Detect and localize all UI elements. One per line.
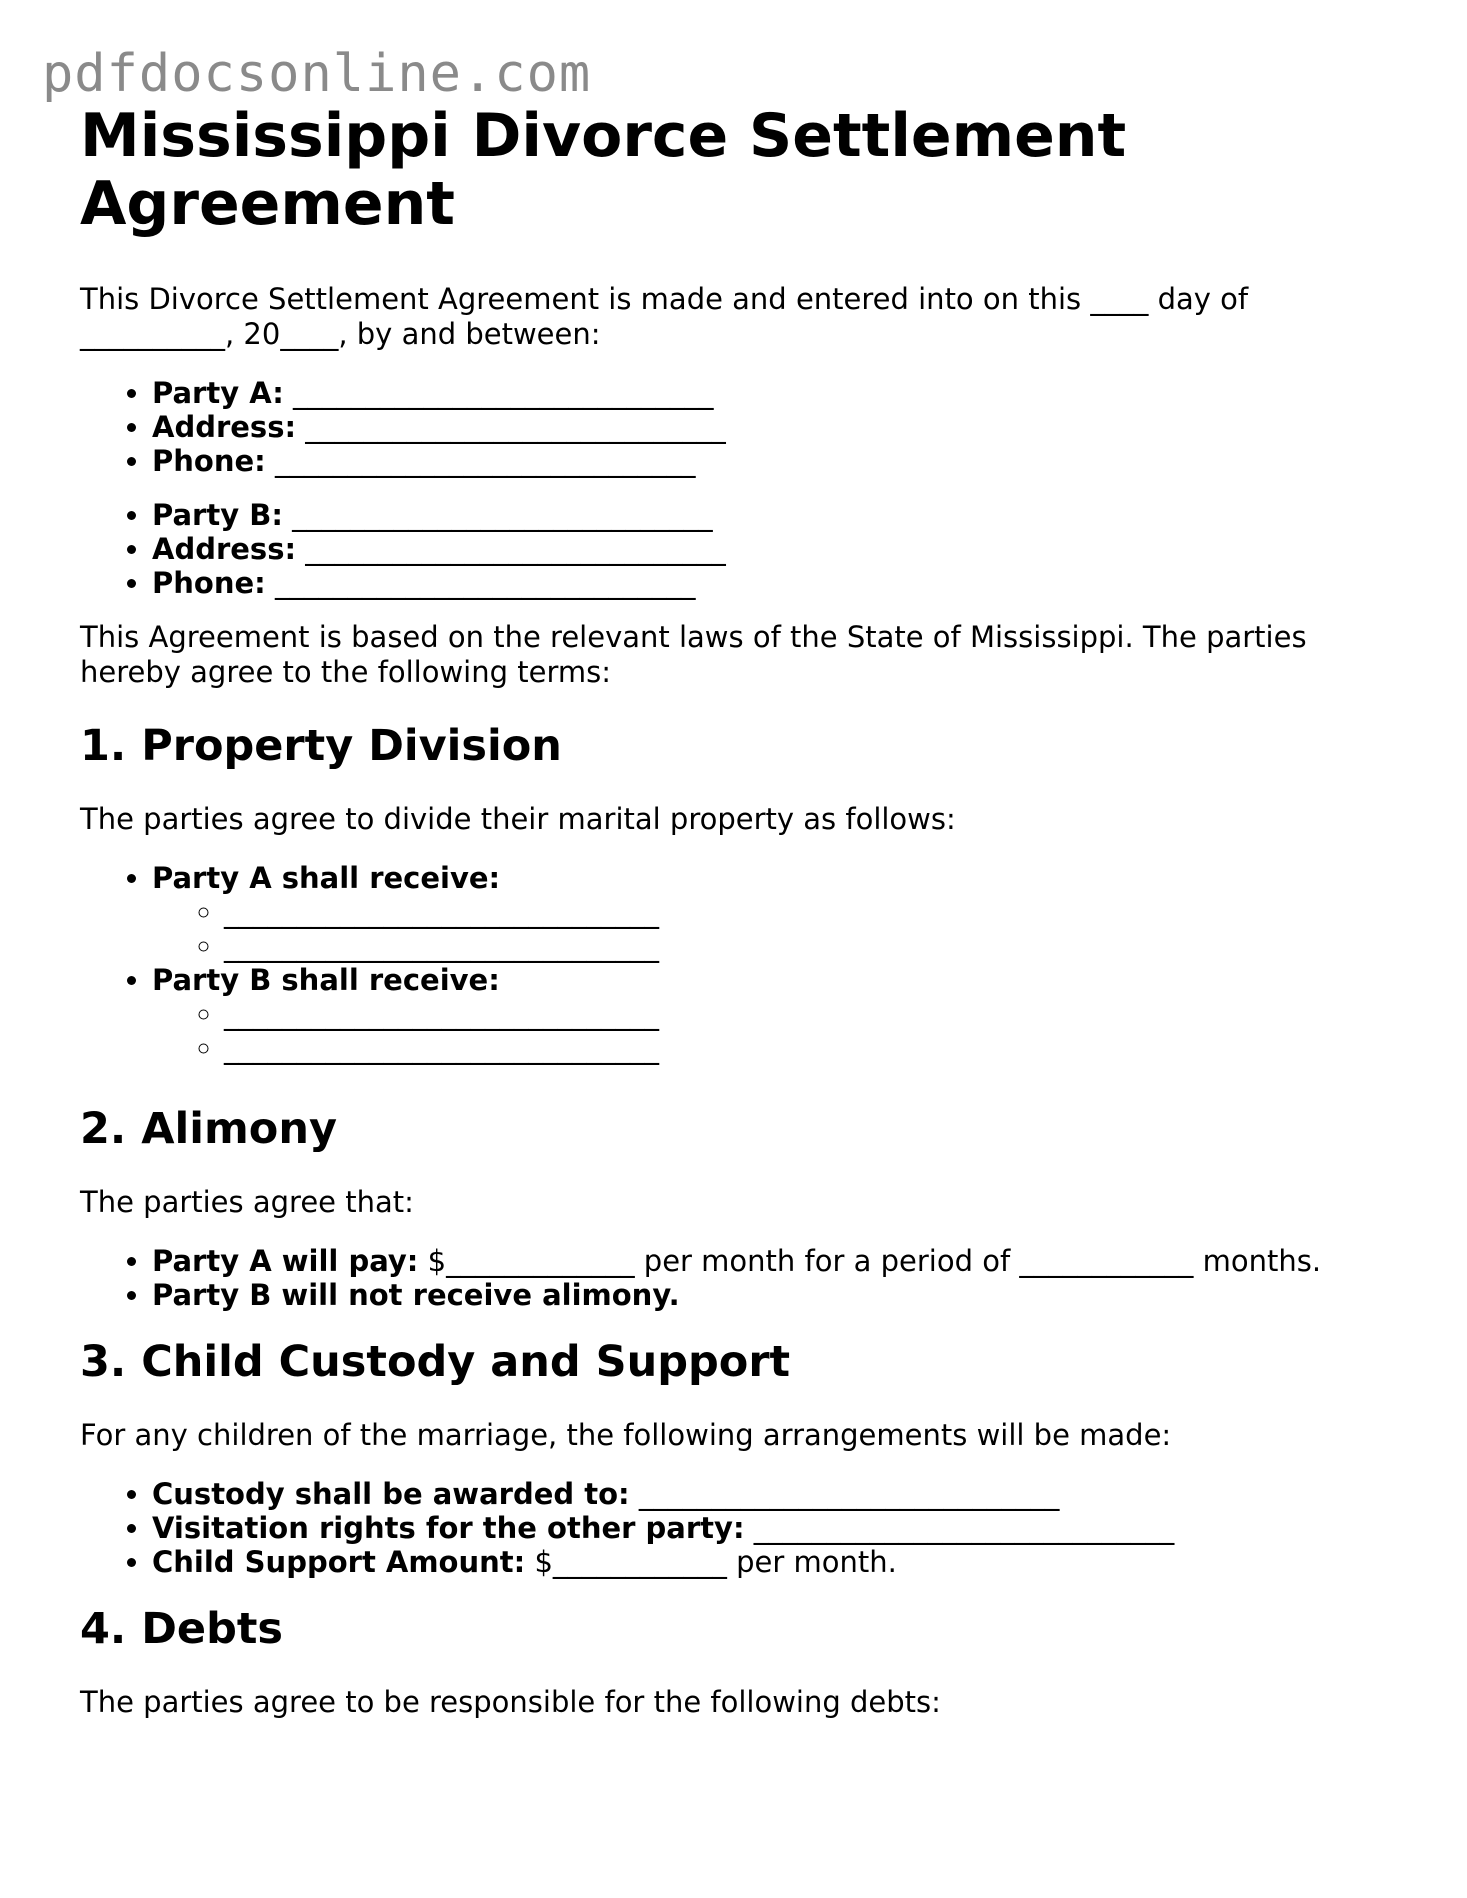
section-custody-text: For any children of the marriage, the following arrangements will be made: bbox=[80, 1418, 1172, 1452]
party-a-phone-label: Phone: bbox=[152, 444, 266, 478]
property-party-b-line[interactable]: ◦ ______________________________ bbox=[224, 997, 1410, 1031]
document-page bbox=[80, 102, 1410, 1720]
section-property-text: The parties agree to divide their marital property as follows: bbox=[80, 802, 956, 836]
party-a-address-label: Address: bbox=[152, 410, 297, 444]
party-b-name-item bbox=[152, 498, 1410, 532]
party-b-address-blank[interactable]: _____________________________ bbox=[305, 532, 726, 566]
section-debts-text: The parties agree to be responsible for the following debts: bbox=[80, 1685, 941, 1719]
property-party-b-line[interactable]: ◦ ______________________________ bbox=[224, 1031, 1410, 1065]
party-b-name-label: Party B: bbox=[152, 498, 283, 532]
party-a-list bbox=[80, 376, 1410, 478]
party-b-phone-item bbox=[152, 566, 1410, 600]
party-a-address-blank[interactable]: _____________________________ bbox=[305, 410, 726, 444]
child-support-item bbox=[152, 1545, 1410, 1579]
party-b-address-label: Address: bbox=[152, 532, 297, 566]
party-a-name-label: Party A: bbox=[152, 376, 284, 410]
alimony-pay-label: Party A will pay: bbox=[152, 1244, 419, 1278]
party-b-address-item bbox=[152, 532, 1410, 566]
custody-award-blank[interactable]: _____________________________ bbox=[629, 1477, 1060, 1511]
basis-paragraph: This Agreement is based on the relevant laws of the State of Mississippi. The parties hereby agree to the following terms: bbox=[80, 620, 1307, 689]
custody-award-item bbox=[152, 1477, 1410, 1511]
child-support-blank[interactable]: $____________ per month. bbox=[525, 1545, 897, 1579]
section-custody-heading: 3. Child Custody and Support bbox=[80, 1337, 791, 1387]
custody-award-label: Custody shall be awarded to: bbox=[152, 1477, 630, 1511]
property-party-a-line[interactable]: ◦ ______________________________ bbox=[224, 895, 1410, 929]
document-title: Mississippi Divorce Settlement Agreement bbox=[80, 101, 1127, 239]
section-property-heading: 1. Property Division bbox=[80, 721, 562, 771]
intro-paragraph: This Divorce Settlement Agreement is made and entered into on this ____ day of __________, 20____, by and between: bbox=[80, 282, 1249, 351]
property-party-b-sublist bbox=[152, 997, 1410, 1065]
property-party-a-item bbox=[152, 861, 1410, 963]
watermark: pdfdocsonline.com bbox=[42, 44, 592, 104]
party-b-phone-blank[interactable]: _____________________________ bbox=[274, 566, 696, 600]
party-b-name-blank[interactable]: _____________________________ bbox=[292, 498, 713, 532]
party-a-address-item bbox=[152, 410, 1410, 444]
visitation-label: Visitation rights for the other party: bbox=[152, 1511, 745, 1545]
custody-list bbox=[80, 1477, 1410, 1579]
section-debts-heading: 4. Debts bbox=[80, 1604, 284, 1654]
section-alimony-text: The parties agree that: bbox=[80, 1185, 414, 1219]
section-alimony-heading: 2. Alimony bbox=[80, 1104, 337, 1154]
alimony-list bbox=[80, 1244, 1410, 1312]
alimony-pay-item bbox=[152, 1244, 1410, 1278]
property-party-b-label: Party B shall receive: bbox=[152, 963, 500, 997]
property-list bbox=[80, 861, 1410, 1065]
property-party-a-line[interactable]: ◦ ______________________________ bbox=[224, 929, 1410, 963]
property-party-a-sublist bbox=[152, 895, 1410, 963]
alimony-none-label: Party B will not receive alimony. bbox=[152, 1278, 680, 1312]
party-b-phone-label: Phone: bbox=[152, 566, 266, 600]
alimony-pay-blank[interactable]: $_____________ per month for a period of ____________ months. bbox=[418, 1244, 1322, 1278]
child-support-label: Child Support Amount: bbox=[152, 1545, 526, 1579]
party-a-name-blank[interactable]: _____________________________ bbox=[293, 376, 714, 410]
alimony-none-item bbox=[152, 1278, 1410, 1312]
party-a-phone-blank[interactable]: _____________________________ bbox=[274, 444, 696, 478]
property-party-b-item bbox=[152, 963, 1410, 1065]
party-a-phone-item bbox=[152, 444, 1410, 478]
property-party-a-label: Party A shall receive: bbox=[152, 861, 501, 895]
party-a-name-item bbox=[152, 376, 1410, 410]
party-b-list bbox=[80, 498, 1410, 600]
visitation-blank[interactable]: _____________________________ bbox=[744, 1511, 1175, 1545]
visitation-item bbox=[152, 1511, 1410, 1545]
